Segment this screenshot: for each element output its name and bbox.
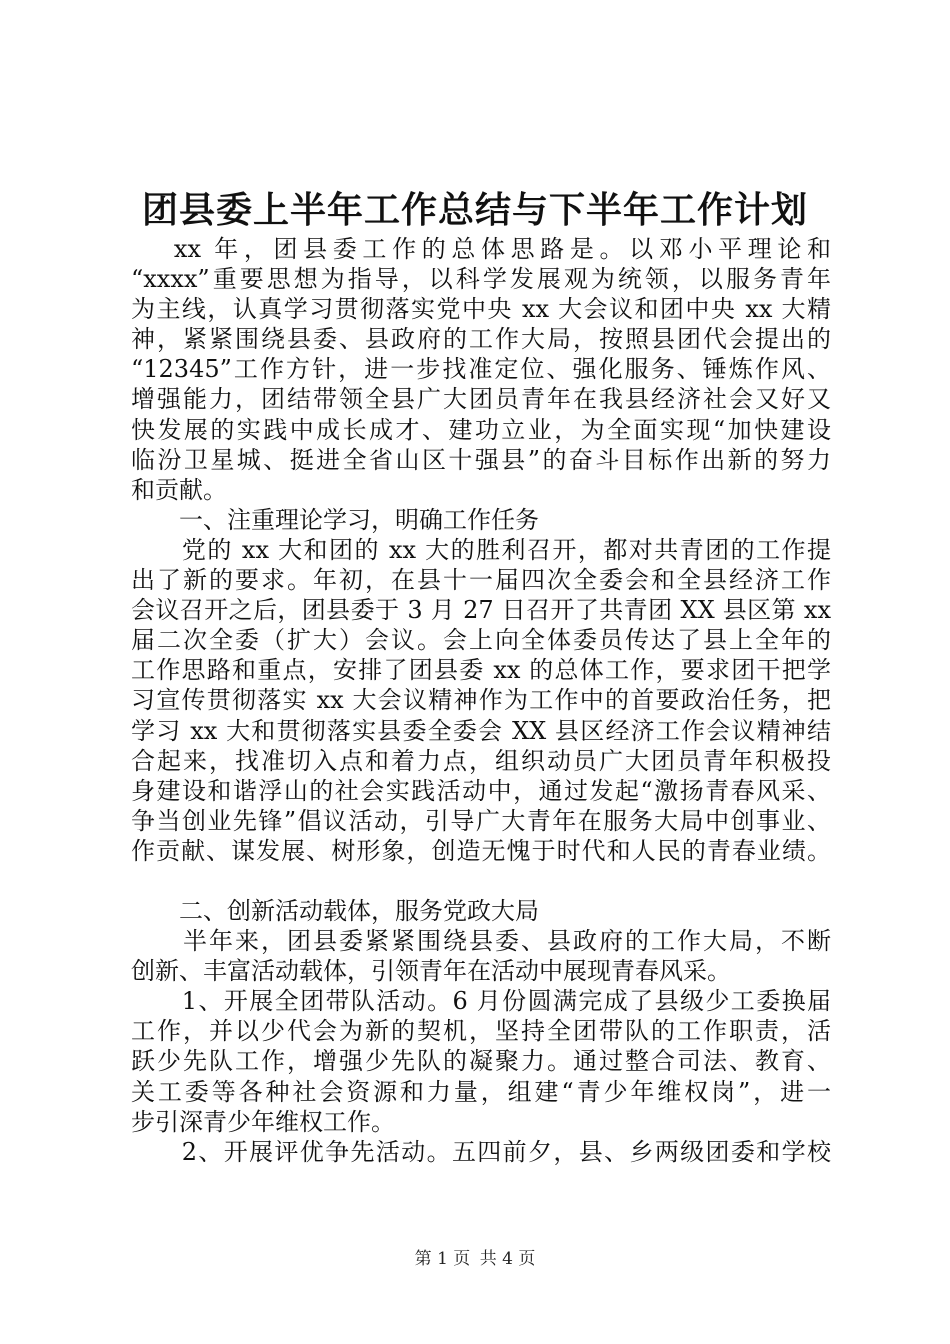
text-line: 步引深青少年维权工作。: [131, 1107, 395, 1136]
text-line: “xxxx”重要思想为指导，以科学发展观为统领，以服务青年: [131, 265, 831, 294]
text-line: 届二次全委（扩大）会议。会上向全体委员传达了县上全年的: [131, 626, 831, 655]
text-line: 党的 xx 大和团的 xx 大的胜利召开，都对共青团的工作提: [131, 535, 831, 564]
page-footer: [0, 1247, 950, 1271]
text-line: 为主线，认真学习贯彻落实党中央 xx 大会议和团中央 xx 大精: [131, 295, 831, 324]
text-line: 出了新的要求。年初，在县十一届四次全委会和全县经济工作: [131, 566, 831, 595]
text-line: 合起来，找准切入点和着力点，组织动员广大团员青年积极投: [131, 746, 831, 775]
text-line: 会议召开之后，团县委于 3 月 27 日召开了共青团 XX 县区第 xx: [131, 596, 831, 625]
text-line: 和贡献。: [131, 475, 227, 504]
text-line: 1、开展全团带队活动。6 月份圆满完成了县级少工委换届: [131, 987, 831, 1016]
text-line: 跃少先队工作，增强少先队的凝聚力。通过整合司法、教育、: [131, 1047, 831, 1076]
text-line: 作贡献、谋发展、树形象，创造无愧于时代和人民的青春业绩。: [131, 836, 831, 865]
text-line: 神，紧紧围绕县委、县政府的工作大局，按照县团代会提出的: [131, 325, 831, 354]
page-total: 共 4 页: [479, 1249, 536, 1269]
page-number: 第 1 页: [414, 1249, 471, 1269]
text-line: 2、开展评优争先活动。五四前夕，县、乡两级团委和学校: [131, 1137, 831, 1166]
section-heading: 二、创新活动载体，服务党政大局: [131, 896, 539, 925]
text-line: 习宣传贯彻落实 xx 大会议精神作为工作中的首要政治任务，把: [131, 686, 831, 715]
text-line: 工作，并以少代会为新的契机，坚持全团带队的工作职责，活: [131, 1017, 831, 1046]
document-title: 团县委上半年工作总结与下半年工作计划: [141, 189, 808, 231]
text-line: xx 年，团县委工作的总体思路是。以邓小平理论和: [131, 235, 831, 263]
section-heading: 一、注重理论学习，明确工作任务: [131, 505, 539, 534]
text-line: 争当创业先锋”倡议活动，引导广大青年在服务大局中创事业、: [131, 806, 831, 835]
text-line: 学习 xx 大和贯彻落实县委全委会 XX 县区经济工作会议精神结: [131, 716, 831, 745]
text-line: 身建设和谐浮山的社会实践活动中，通过发起“激扬青春风采、: [131, 776, 831, 805]
text-line: 快发展的实践中成长成才、建功立业，为全面实现“加快建设: [131, 415, 831, 444]
text-line: 创新、丰富活动载体，引领青年在活动中展现青春风采。: [131, 957, 731, 986]
text-line: 半年来，团县委紧紧围绕县委、县政府的工作大局，不断: [131, 927, 831, 956]
text-line: 工作思路和重点，安排了团县委 xx 的总体工作，要求团干把学: [131, 656, 831, 685]
text-line: 临汾卫星城、挺进全省山区十强县”的奋斗目标作出新的努力: [131, 445, 831, 474]
text-line: “12345”工作方针，进一步找准定位、强化服务、锤炼作风、: [131, 355, 831, 384]
document-body: [131, 234, 831, 1167]
text-line: 增强能力，团结带领全县广大团员青年在我县经济社会又好又: [131, 385, 831, 414]
text-line: 关工委等各种社会资源和力量，组建“青少年维权岗”，进一: [131, 1077, 831, 1106]
